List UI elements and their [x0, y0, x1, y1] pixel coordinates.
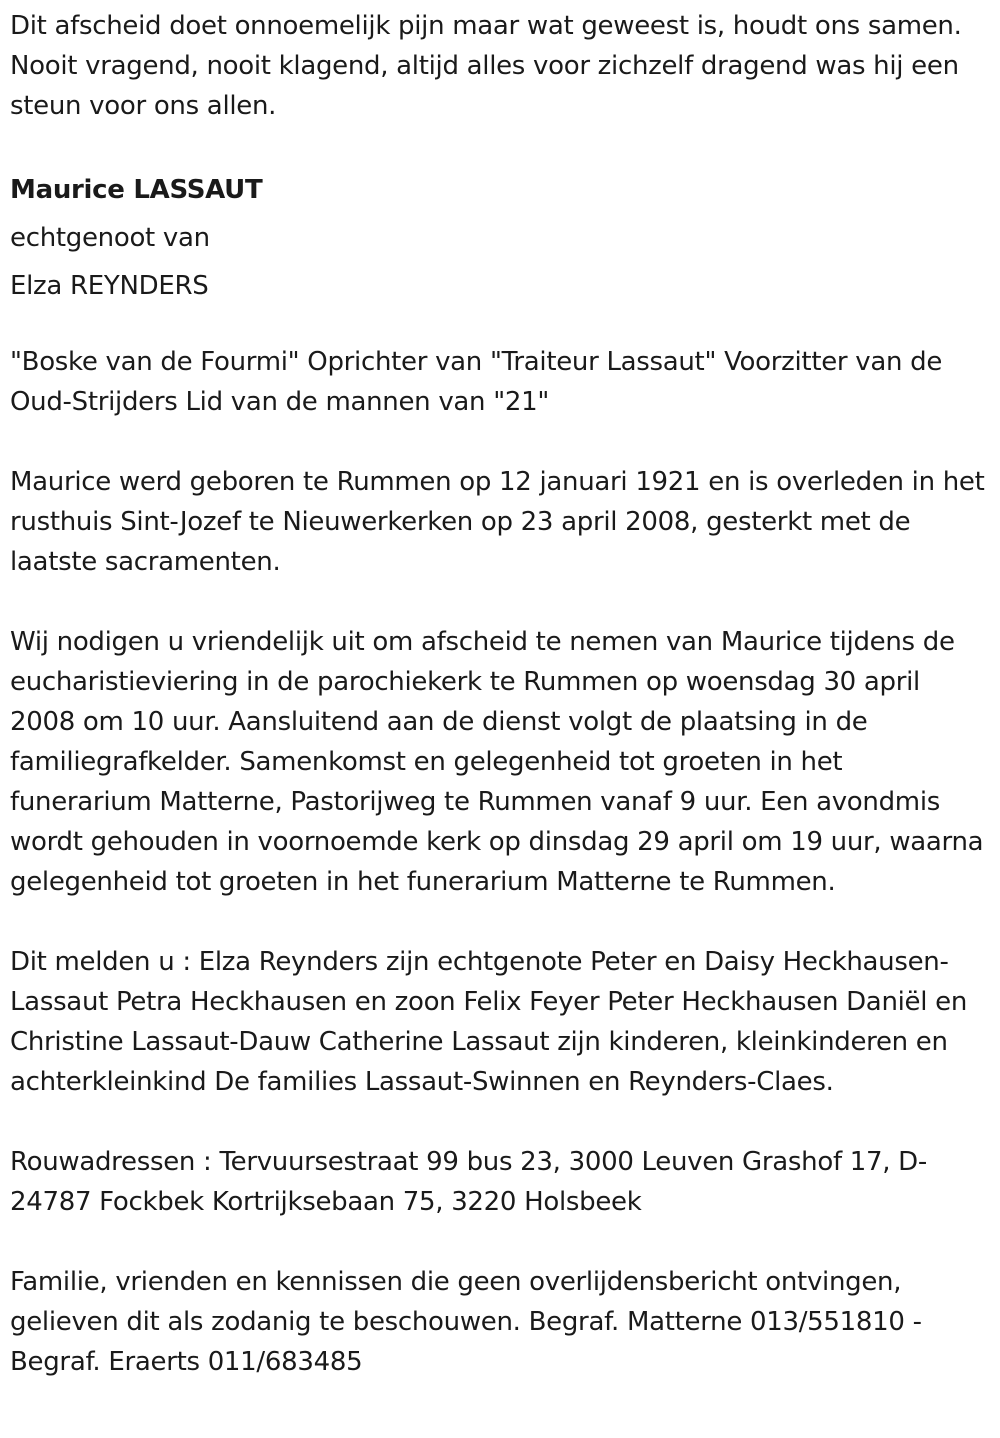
titles-paragraph: "Boske van de Fourmi" Oprichter van "Traiteur Lassaut" Voorzitter van de Oud-Strijders Lid van de mannen van "21": [10, 347, 943, 417]
ceremony-paragraph: Wij nodigen u vriendelijk uit om afscheid te nemen van Maurice tijdens de eucharistieviering in de parochiekerk te Rummen op woensdag 30 april 2008 om 10 uur. Aansluitend aan de dienst volgt de plaatsing in de familiegrafkelder. Samenkomst en gelegenheid tot groeten in het funerarium Matterne, Pastorijweg te Rummen vanaf 9 uur. Een avondmis wordt gehouden in voornoemde kerk op dinsdag 29 april om 19 uur, waarna gelegenheid tot groeten in het funerarium Matterne te Rummen.: [10, 627, 984, 897]
spouse-name: Elza REYNDERS: [10, 271, 209, 301]
closing-paragraph: Familie, vrienden en kennissen die geen overlijdensbericht ontvingen, gelieven dit als zodanig te beschouwen. Begraf. Matterne 013/551810 - Begraf. Eraerts 011/683485: [10, 1267, 922, 1377]
addresses-paragraph: Rouwadressen : Tervuursestraat 99 bus 23, 3000 Leuven Grashof 17, D-24787 Fockbek Kortrijksebaan 75, 3220 Holsbeek: [10, 1147, 927, 1217]
relation-label: echtgenoot van: [10, 223, 210, 253]
family-paragraph: Dit melden u : Elza Reynders zijn echtgenote Peter en Daisy Heckhausen-Lassaut Petra Heckhausen en zoon Felix Feyer Peter Heckhausen Daniël en Christine Lassaut-Dauw Catherine Lassaut zijn kinderen, kleinkinderen en achterkleinkind De families Lassaut-Swinnen en Reynders-Claes.: [10, 947, 968, 1097]
intro-paragraph: Dit afscheid doet onnoemelijk pijn maar wat geweest is, houdt ons samen. Nooit vragend, nooit klagend, altijd alles voor zichzelf dragend was hij een steun voor ons allen.: [10, 11, 962, 121]
deceased-name: Maurice LASSAUT: [10, 175, 263, 205]
obituary-document: [10, 6, 990, 1422]
deceased-block: [10, 166, 990, 310]
birth-death-paragraph: Maurice werd geboren te Rummen op 12 januari 1921 en is overleden in het rusthuis Sint-Jozef te Nieuwerkerken op 23 april 2008, gesterkt met de laatste sacramenten.: [10, 467, 985, 577]
